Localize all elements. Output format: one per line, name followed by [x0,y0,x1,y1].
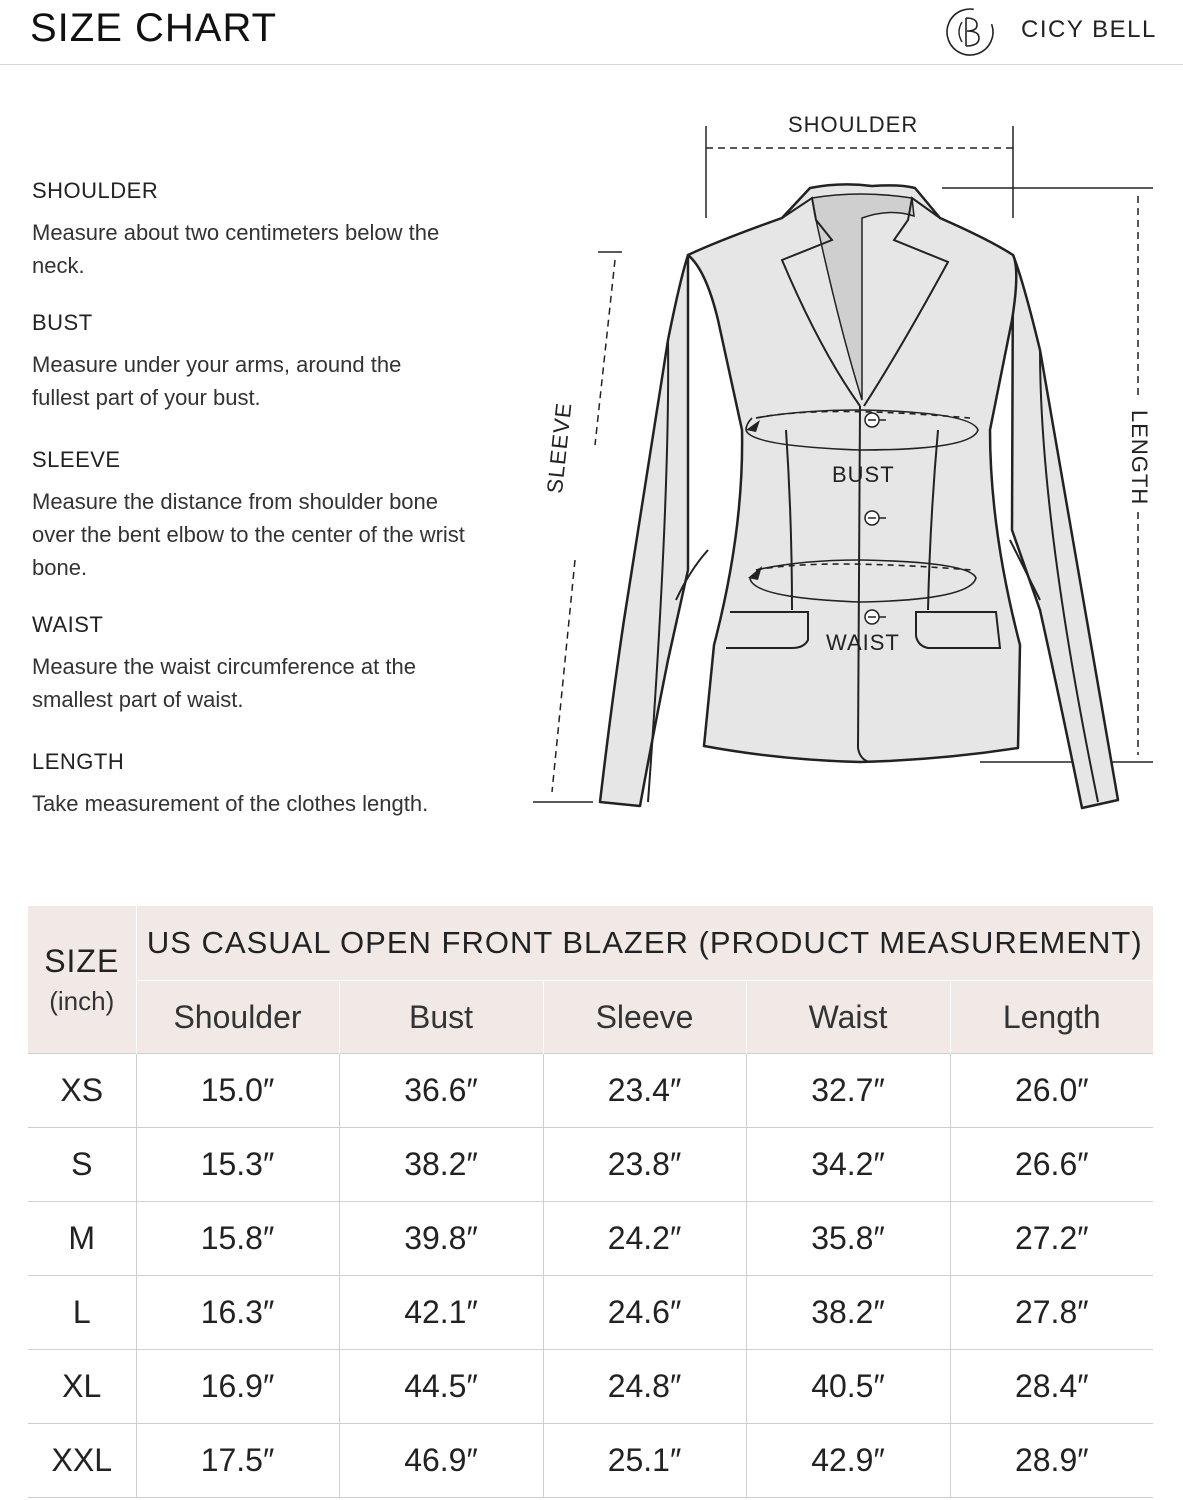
guide-text: Measure about two centimeters below the neck. [32,220,440,278]
size-cell: M [28,1202,136,1276]
table-cell: 16.9″ [136,1350,339,1424]
table-cell: 15.0″ [136,1054,339,1128]
table-cell: 34.2″ [746,1128,950,1202]
shoulder-label: SHOULDER [788,112,919,137]
size-column-header [28,906,136,1054]
brand-name: CICY BELL [1021,16,1157,43]
column-header-sleeve: Sleeve [543,981,746,1054]
table-row [28,1276,1153,1350]
guide-bust [32,310,512,414]
column-header-shoulder: Shoulder [136,981,339,1054]
guide-heading: BUST [32,310,93,335]
size-cell: S [28,1128,136,1202]
length-label: LENGTH [1127,410,1152,506]
bust-label: BUST [832,462,895,487]
table-row [28,1424,1153,1498]
column-header-bust: Bust [339,981,543,1054]
table-row [28,1350,1153,1424]
table-cell: 28.4″ [950,1350,1153,1424]
cb-monogram-logo-icon [944,6,998,58]
table-cell: 26.6″ [950,1128,1153,1202]
guide-sleeve [32,447,512,584]
guide-heading: LENGTH [32,749,125,774]
table-row [28,1128,1153,1202]
guide-shoulder [32,178,512,282]
table-cell: 16.3″ [136,1276,339,1350]
table-cell: 15.3″ [136,1128,339,1202]
table-cell: 27.8″ [950,1276,1153,1350]
table-cell: 40.5″ [746,1350,950,1424]
size-label: SIZE [44,942,120,979]
guide-waist [32,612,512,716]
size-table [28,906,1153,1498]
table-cell: 24.2″ [543,1202,746,1276]
guide-length [32,749,512,820]
table-cell: 28.9″ [950,1424,1153,1498]
table-cell: 23.8″ [543,1128,746,1202]
table-cell: 38.2″ [339,1128,543,1202]
table-cell: 42.9″ [746,1424,950,1498]
guide-heading: SHOULDER [32,178,159,203]
table-cell: 24.8″ [543,1350,746,1424]
table-row [28,1202,1153,1276]
guide-heading: SLEEVE [32,447,121,472]
table-cell: 26.0″ [950,1054,1153,1128]
table-cell: 32.7″ [746,1054,950,1128]
table-cell: 44.5″ [339,1350,543,1424]
header-bar [0,0,1183,65]
size-cell: XL [28,1350,136,1424]
guide-text: Measure the waist circumference at the smallest part of waist. [32,654,416,712]
table-cell: 38.2″ [746,1276,950,1350]
table-cell: 36.6″ [339,1054,543,1128]
size-cell: XS [28,1054,136,1128]
unit-label: (inch) [49,985,115,1016]
guide-text: Take measurement of the clothes length. [32,791,429,816]
table-cell: 35.8″ [746,1202,950,1276]
table-cell: 42.1″ [339,1276,543,1350]
table-cell: 39.8″ [339,1202,543,1276]
table-cell: 46.9″ [339,1424,543,1498]
guide-text: Measure the distance from shoulder bone over the bent elbow to the center of the wrist bone. [32,489,465,580]
guide-heading: WAIST [32,612,104,637]
column-header-length: Length [950,981,1153,1054]
blazer-diagram [520,100,1183,840]
page-title: SIZE CHART [30,6,278,50]
size-cell: XXL [28,1424,136,1498]
table-cell: 15.8″ [136,1202,339,1276]
guide-text: Measure under your arms, around the fullest part of your bust. [32,352,402,410]
table-cell: 17.5″ [136,1424,339,1498]
table-title: US CASUAL OPEN FRONT BLAZER (PRODUCT MEASUREMENT) [136,906,1153,981]
table-cell: 27.2″ [950,1202,1153,1276]
waist-label: WAIST [826,630,900,655]
size-cell: L [28,1276,136,1350]
table-cell: 24.6″ [543,1276,746,1350]
sleeve-label: SLEEVE [542,400,577,495]
table-row [28,1054,1153,1128]
column-header-waist: Waist [746,981,950,1054]
table-cell: 23.4″ [543,1054,746,1128]
table-cell: 25.1″ [543,1424,746,1498]
